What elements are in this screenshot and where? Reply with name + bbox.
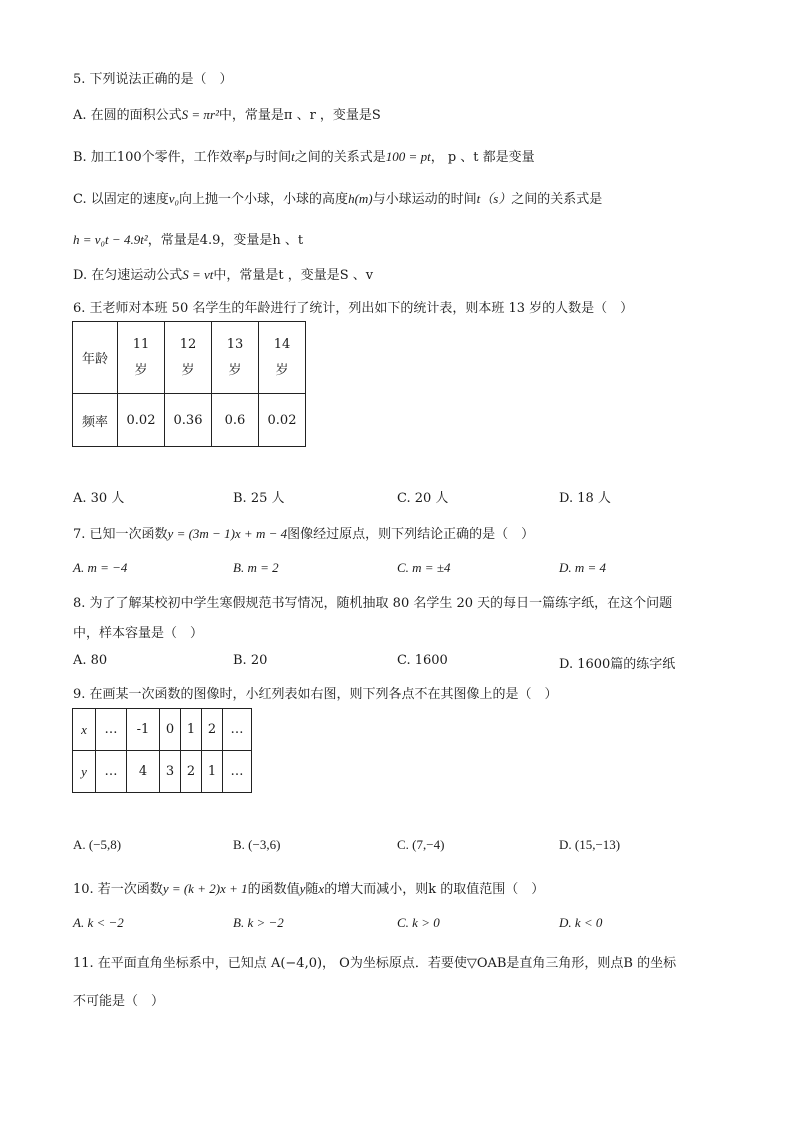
q7-option-a: A. m = −4	[73, 560, 128, 575]
q10-option-a: A. k < −2	[73, 915, 124, 930]
q9-y-label: y	[73, 751, 96, 793]
q9-y-cell: …	[223, 751, 252, 793]
q5-b-post: ， p 、t 都是变量	[430, 150, 535, 165]
q10-option-c: C. k > 0	[397, 915, 440, 930]
q5-c-post: 之间的关系式是	[511, 192, 603, 207]
q5-c-mid2: 与小球运动的时间	[372, 192, 477, 207]
q5-b-mid: 与时间	[252, 150, 292, 165]
q11-stem-line2: 不可能是（ ）	[73, 994, 165, 1009]
q10-stem	[73, 878, 544, 897]
q10-option-b: B. k > −2	[233, 915, 284, 930]
q8-option-b: B. 20	[233, 653, 268, 668]
q6-stem: 6. 王老师对本班 50 名学生的年龄进行了统计，列出如下的统计表，则本班 13 岁的人数是（ ）	[73, 301, 634, 316]
q8-stem-line1: 8. 为了了解某校初中学生寒假规范书写情况，随机抽取 80 名学生 20 天的每日一篇练字纸，在这个问题	[73, 596, 673, 611]
q5-c-t: t（s）	[476, 191, 512, 206]
q5-c-h: h(m)	[348, 191, 373, 206]
q9-x-cell: 1	[181, 709, 202, 751]
q9-option-c: C. (7,−4)	[397, 837, 445, 852]
q6-age-13: 13 岁	[212, 322, 259, 394]
q5-c-formula: h = v₀t − 4.9t²	[73, 232, 148, 247]
q10-stem-pre: 10. 若一次函数	[73, 882, 163, 897]
q10-x: x	[318, 881, 325, 896]
q5-c-post2: ，常量是4.9，变量是h 、t	[147, 233, 304, 248]
q5-option-d	[73, 264, 373, 283]
q7-option-d: D. m = 4	[559, 560, 607, 575]
q5-option-c-line2	[73, 229, 303, 248]
q7-stem-post: 图像经过原点，则下列结论正确的是（ ）	[287, 527, 535, 542]
q5-a-pre: A. 在圆的面积公式	[73, 108, 182, 123]
q9-x-cell: -1	[127, 709, 160, 751]
q9-xy-table	[72, 708, 252, 793]
q11-stem-line1: 11. 在平面直角坐标系中，已知点 A(−4,0)， O为坐标原点．若要使▽OAB是直角三角形，则点B 的坐标	[73, 956, 677, 971]
q7-stem	[73, 523, 534, 542]
q5-b-pre: B. 加工100个零件，工作效率	[73, 150, 246, 165]
q9-x-cell: …	[96, 709, 127, 751]
q6-age-table	[72, 321, 306, 447]
q5-a-post: 中，常量是π 、r ，变量是S	[218, 108, 381, 123]
q6-freq-13: 0.6	[212, 394, 259, 447]
q8-option-c: C. 1600	[397, 653, 448, 668]
q9-option-d: D. (15,−13)	[559, 837, 621, 852]
q9-option-a: A. (−5,8)	[73, 837, 122, 852]
q9-stem: 9. 在画某一次函数的图像时，小红列表如右图，则下列各点不在其图像上的是（ ）	[73, 687, 558, 702]
q6-age-12: 12 岁	[165, 322, 212, 394]
q6-age-11: 11 岁	[118, 322, 165, 394]
q9-option-b: B. (−3,6)	[233, 837, 281, 852]
q6-option-a: A. 30 人	[73, 491, 125, 506]
q5-option-c-line1	[73, 188, 602, 207]
q6-row-header-age: 年龄	[73, 322, 118, 394]
q6-option-c: C. 20 人	[397, 491, 449, 506]
q10-y: y	[299, 881, 306, 896]
q9-x-cell: …	[223, 709, 252, 751]
q5-b-formula: 100 = pt	[385, 149, 431, 164]
q5-c-pre: C. 以固定的速度	[73, 192, 169, 207]
q10-stem-mid: 的函数值	[247, 882, 300, 897]
q10-formula: y = (k + 2)x + 1	[162, 881, 248, 896]
q10-stem-mid2: 随	[305, 882, 319, 897]
q5-d-formula: S = vt	[182, 267, 214, 282]
q10-option-d: D. k < 0	[559, 915, 603, 930]
q9-y-cell: 4	[127, 751, 160, 793]
q9-y-cell: 1	[202, 751, 223, 793]
q6-freq-12: 0.36	[165, 394, 212, 447]
q7-option-b: B. m = 2	[233, 560, 279, 575]
q6-freq-14: 0.02	[259, 394, 306, 447]
q6-age-14: 14 岁	[259, 322, 306, 394]
q8-stem-line2: 中，样本容量是（ ）	[73, 626, 204, 641]
q5-b-p: p	[245, 149, 253, 164]
q6-freq-11: 0.02	[118, 394, 165, 447]
q9-x-label: x	[73, 709, 96, 751]
q6-option-b: B. 25 人	[233, 491, 285, 506]
q7-stem-pre: 7. 已知一次函数	[73, 527, 168, 542]
q5-stem: 5. 下列说法正确的是（ ）	[73, 72, 233, 87]
q5-c-v0: v₀	[168, 191, 180, 206]
q5-d-post: 中，常量是t ，变量是S 、v	[213, 268, 374, 283]
q9-x-cell: 0	[160, 709, 181, 751]
q8-option-d: D. 1600篇的练字纸	[559, 657, 676, 672]
q5-b-mid2: 之间的关系式是	[294, 150, 386, 165]
q6-row-header-freq: 频率	[73, 394, 118, 447]
q7-option-c: C. m = ±4	[397, 560, 451, 575]
q8-option-a: A. 80	[73, 653, 108, 668]
q7-formula: y = (3m − 1)x + m − 4	[167, 526, 288, 541]
q10-stem-post: 的增大而减小，则k 的取值范围（ ）	[324, 882, 545, 897]
q5-option-a	[73, 104, 381, 123]
q9-x-cell: 2	[202, 709, 223, 751]
q5-d-pre: D. 在匀速运动公式	[73, 268, 183, 283]
q5-a-formula: S = πr²	[181, 107, 219, 122]
q5-c-mid: 向上抛一个小球，小球的高度	[179, 192, 349, 207]
q9-y-cell: …	[96, 751, 127, 793]
q6-option-d: D. 18 人	[559, 491, 611, 506]
q9-y-cell: 2	[181, 751, 202, 793]
q5-option-b	[73, 146, 535, 165]
q9-y-cell: 3	[160, 751, 181, 793]
q5-b-t: t	[291, 149, 295, 164]
